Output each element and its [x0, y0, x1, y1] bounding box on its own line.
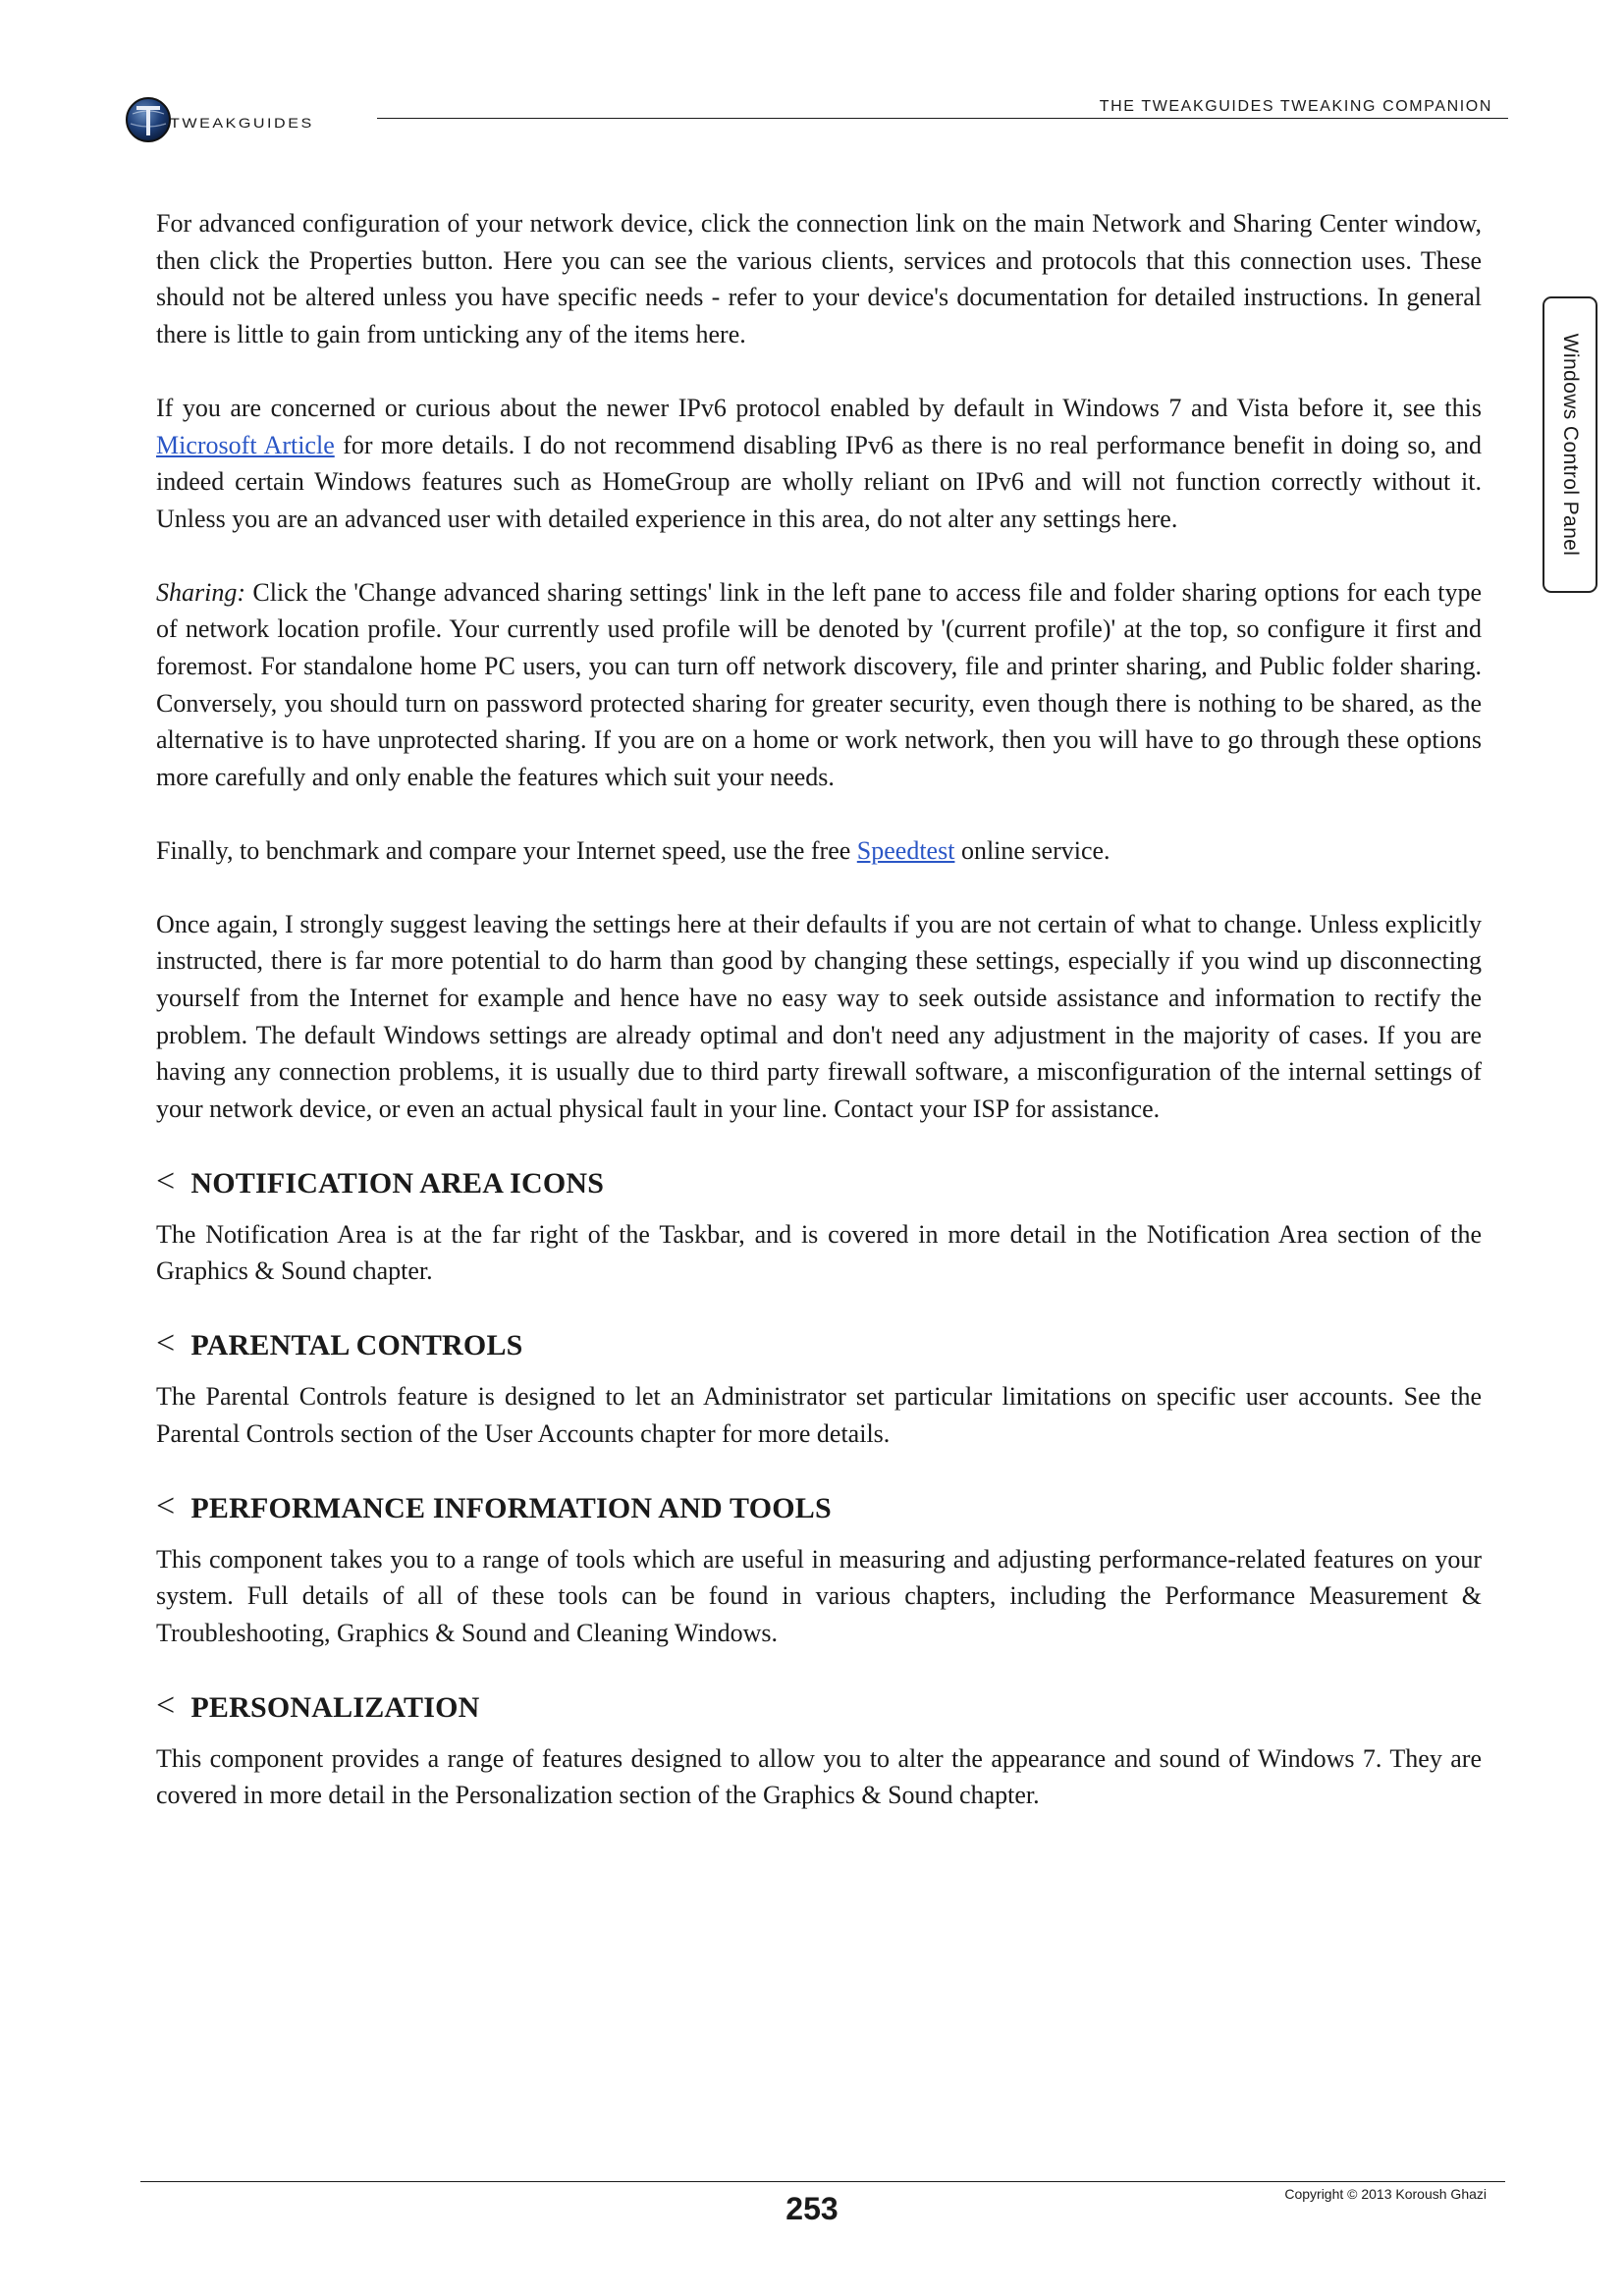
footer-rule	[140, 2181, 1505, 2182]
sharing-lead: Sharing:	[156, 577, 245, 607]
copyright-notice: Copyright © 2013 Koroush Ghazi	[1284, 2186, 1487, 2202]
heading-marker-icon: <	[156, 1325, 176, 1362]
page-content	[156, 205, 1482, 1850]
heading-marker-icon: <	[156, 1162, 176, 1200]
paragraph-text: for more details. I do not recommend disabling IPv6 as there is no real performance benefit in doing so, and indeed certain Windows features such as HomeGroup are wholly reliant on IPv6 and will not function correctly without it. Unless you are an advanced user with detailed experience in this area, do not alter any settings here.	[156, 430, 1482, 533]
logo-text: TWEAKGUIDES	[170, 115, 314, 132]
side-tab-label: Windows Control Panel	[1559, 333, 1582, 557]
paragraph-speedtest	[156, 832, 1482, 870]
section-body-personalization: This component provides a range of features designed to allow you to alter the appearance and sound of Windows 7. They are covered in more detail in the Personalization section of the Graphics & Sound chapter.	[156, 1743, 1482, 1810]
section-body-performance-information: This component takes you to a range of tools which are useful in measuring and adjusting performance-related features on your system. Full details of all of these tools can be found in various chapters, including the Performance Measurement & Troubleshooting, Graphics & Sound and Cleaning Windows.	[156, 1544, 1482, 1647]
header-title: THE TWEAKGUIDES TWEAKING COMPANION	[1099, 98, 1492, 115]
chapter-side-tab	[1543, 296, 1597, 593]
tweakguides-logo	[125, 94, 360, 145]
section-heading-text: PERSONALIZATION	[190, 1690, 480, 1724]
section-heading-notification-area-icons	[156, 1164, 1482, 1203]
header-rule	[377, 118, 1508, 119]
section-heading-text: PARENTAL CONTROLS	[190, 1329, 523, 1362]
microsoft-article-link[interactable]: Microsoft Article	[156, 430, 335, 459]
paragraph-text: Click the 'Change advanced sharing settings' link in the left pane to access file and folder sharing options for each type of network location profile. Your currently used profile will be denoted by '(current profile)' at the top, so configure it first and foremost. For standalone home PC users, you can turn off network discovery, file and printer sharing, and Public folder sharing. Conversely, you should turn on password protected sharing for greater security, even though there is nothing to be shared, as the alternative is to have unprotected sharing. If you are on a home or work network, then you will have to go through these options more carefully and only enable the features which suit your needs.	[156, 577, 1482, 792]
paragraph-text: Finally, to benchmark and compare your Internet speed, use the free	[156, 835, 857, 865]
paragraph-text: If you are concerned or curious about the newer IPv6 protocol enabled by default in Windows 7 and Vista before it, see this	[156, 393, 1482, 422]
section-body-parental-controls: The Parental Controls feature is designed to let an Administrator set particular limitations on specific user accounts. See the Parental Controls section of the User Accounts chapter for more details.	[156, 1382, 1482, 1448]
section-body-notification-area-icons: The Notification Area is at the far right of the Taskbar, and is covered in more detail in the Notification Area section of the Graphics & Sound chapter.	[156, 1219, 1482, 1286]
section-heading-performance-information	[156, 1489, 1482, 1528]
paragraph-ipv6	[156, 390, 1482, 538]
page-number: 253	[785, 2191, 839, 2226]
speedtest-link[interactable]: Speedtest	[856, 835, 955, 865]
heading-marker-icon: <	[156, 1487, 176, 1524]
section-heading-parental-controls	[156, 1326, 1482, 1365]
section-heading-text: PERFORMANCE INFORMATION AND TOOLS	[190, 1491, 832, 1524]
paragraph-text: online service.	[954, 835, 1110, 865]
paragraph-defaults-advice: Once again, I strongly suggest leaving the settings here at their defaults if you are not certain of what to change. Unless explicitly instructed, there is far more potential to do harm than good by changing these settings, especially if you wind up disconnecting yourself from the Internet for example and hence have no easy way to seek outside assistance and information to rectify the problem. The default Windows settings are already optimal and don't need any adjustment in the majority of cases. If you are having any connection problems, it is usually due to third party firewall software, a misconfiguration of the internal settings of your network device, or even an actual physical fault in your line. Contact your ISP for assistance.	[156, 909, 1482, 1124]
section-heading-text: NOTIFICATION AREA ICONS	[190, 1166, 605, 1200]
paragraph-network-properties: For advanced configuration of your network device, click the connection link on the main Network and Sharing Center window, then click the Properties button. Here you can see the various clients, services and protocols that this connection uses. These should not be altered unless you have specific needs - refer to your device's documentation for detailed instructions. In general there is little to gain from unticking any of the items here.	[156, 209, 1482, 349]
heading-marker-icon: <	[156, 1686, 176, 1724]
section-heading-personalization	[156, 1688, 1482, 1728]
paragraph-sharing	[156, 574, 1482, 796]
